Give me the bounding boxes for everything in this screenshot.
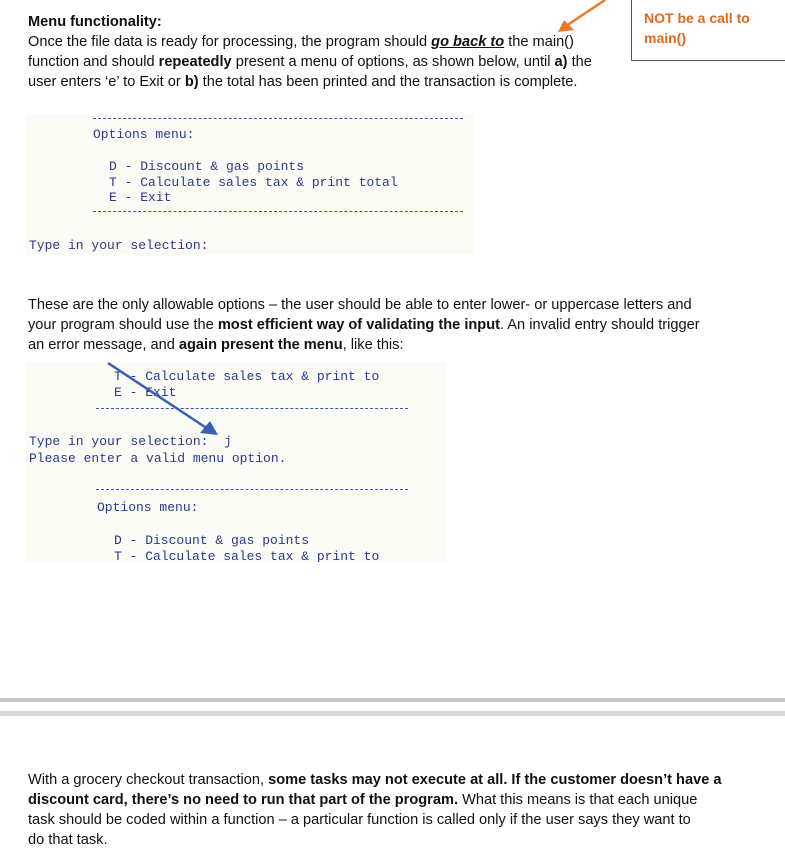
menu-option-t: T - Calculate sales tax & print to	[114, 369, 380, 384]
paragraph-line: task should be coded within a function – a particular function is called only if the user says they want to	[28, 812, 691, 828]
menu-title: Options menu:	[93, 127, 195, 142]
error-message: Please enter a valid menu option.	[29, 451, 287, 466]
paragraph-line: With a grocery checkout transaction, some tasks may not execute at all. If the customer doesn’t have a	[28, 772, 722, 788]
menu-title: Options menu:	[97, 500, 199, 515]
divider	[96, 489, 408, 490]
divider	[93, 118, 463, 119]
comment-line-2: main()	[644, 30, 686, 46]
menu-option-t: T - Calculate sales tax & print total	[109, 175, 398, 190]
menu-option-e: E - Exit	[114, 385, 177, 400]
paragraph-line: Once the file data is ready for processing, the program should go back to the main()	[28, 34, 574, 50]
menu-option-t-clipped: T - Calculate sales tax & print to	[114, 549, 380, 562]
comment-line-1: NOT be a call to	[644, 10, 750, 26]
paragraph-line: discount card, there’s no need to run that part of the program. What this means is that each unique	[28, 792, 698, 808]
page-separator	[0, 711, 785, 716]
paragraph-line: your program should use the most efficient way of validating the input. An invalid entry should trigger	[28, 317, 700, 333]
menu-option-d: D - Discount & gas points	[109, 159, 305, 174]
review-comment	[631, 0, 785, 61]
paragraph-line: an error message, and again present the menu, like this:	[28, 337, 404, 353]
section-heading: Menu functionality:	[28, 14, 162, 30]
annotation-arrow-icon	[100, 355, 230, 445]
divider	[93, 211, 463, 212]
paragraph-line: user enters ‘e’ to Exit or b) the total has been printed and the transaction is complete.	[28, 74, 578, 90]
page-separator	[0, 698, 785, 702]
selection-prompt: Type in your selection:	[29, 238, 209, 253]
menu-option-d: D - Discount & gas points	[114, 533, 310, 548]
menu-screenshot-2	[26, 362, 446, 562]
menu-option-e: E - Exit	[109, 190, 172, 205]
paragraph-line: These are the only allowable options – the user should be able to enter lower- or uppercase letters and	[28, 297, 692, 313]
selection-prompt: Type in your selection: j	[29, 434, 232, 449]
go-back-to-text: go back to	[431, 34, 505, 50]
paragraph-line: do that task.	[28, 832, 108, 848]
paragraph-line: function and should repeatedly present a menu of options, as shown below, until a) the	[28, 54, 592, 70]
